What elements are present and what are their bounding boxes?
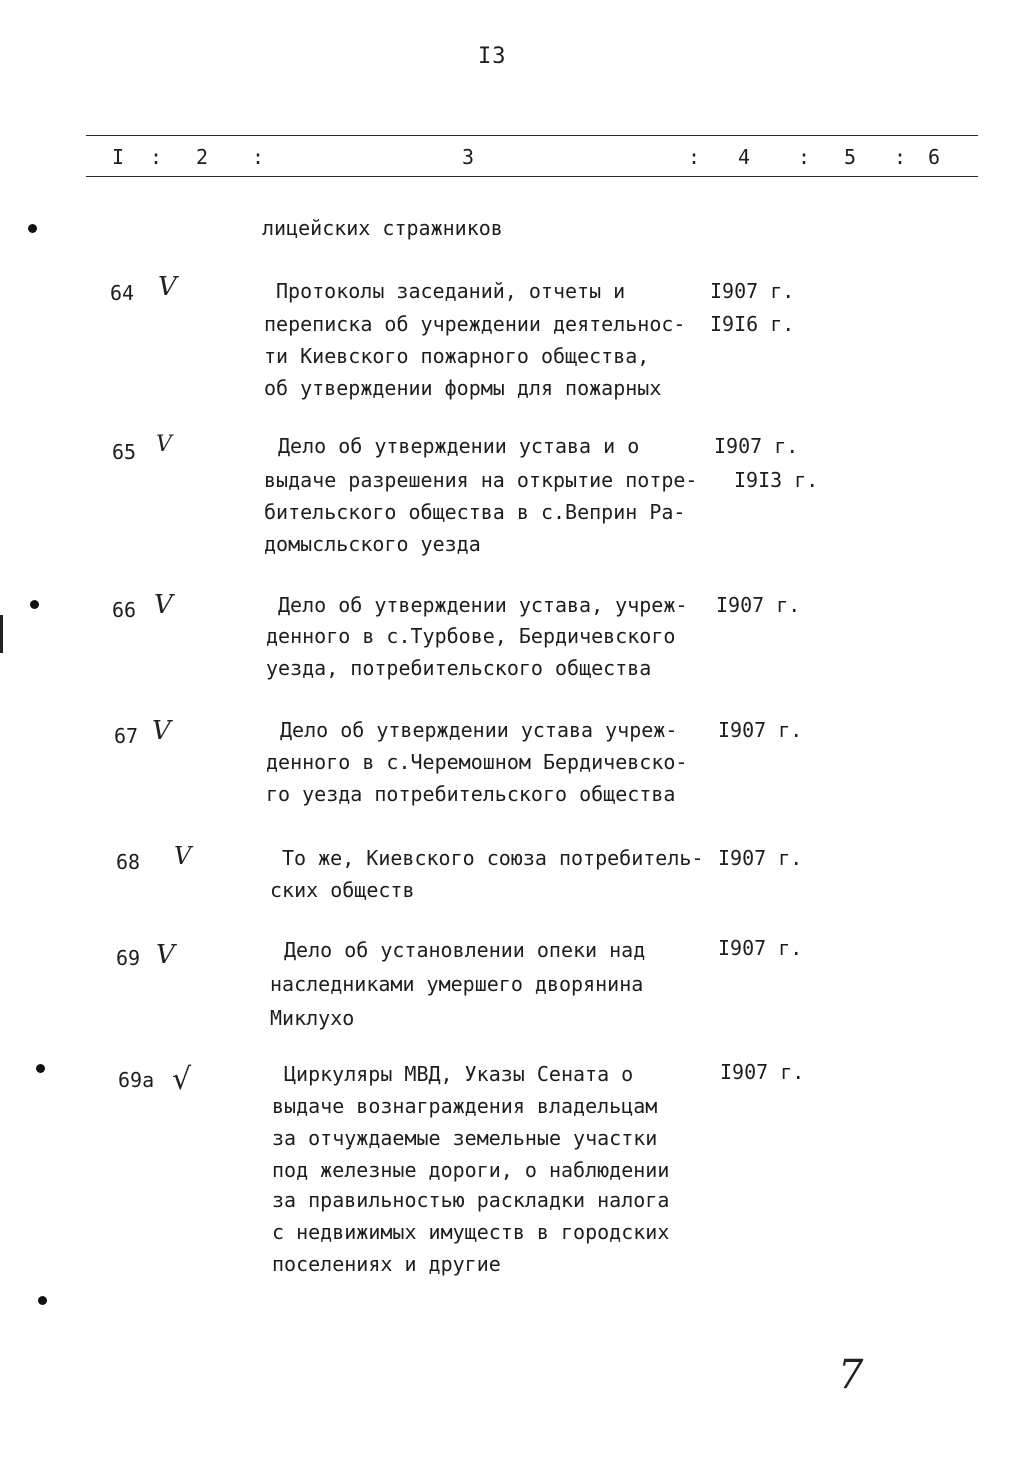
column-header-4: 4 [738, 145, 751, 169]
entry-title-line: переписка об учреждении деятельнос- [264, 312, 686, 336]
binding-hole-mark [28, 224, 37, 233]
entry-title-line: го уезда потребительского общества [266, 782, 676, 806]
check-mark-icon: V [152, 716, 171, 746]
column-separator: : [252, 145, 265, 169]
entry-title-line: денного в с.Турбове, Бердичевского [266, 624, 676, 648]
header-rule-top [86, 135, 978, 136]
entry-title-line: ти Киевского пожарного общества, [264, 344, 650, 368]
entry-title-line: наследниками умершего дворянина [270, 972, 644, 996]
check-mark-icon: V [154, 590, 173, 620]
binding-hole-mark [36, 1064, 45, 1073]
entry-title-line: под железные дороги, о наблюдении [272, 1158, 670, 1182]
entry-number: 69а [118, 1068, 155, 1092]
entry-title-line: Протоколы заседаний, отчеты и [276, 279, 626, 303]
check-mark-icon: V [156, 940, 175, 970]
entry-title-line: То же, Киевского союза потребитель- [282, 846, 704, 870]
column-separator: : [150, 145, 163, 169]
check-mark-icon: √ [172, 1062, 192, 1097]
check-mark-icon: V [158, 272, 177, 302]
entry-number: 64 [110, 281, 135, 305]
entry-title-line: Циркуляры МВД, Указы Сената о [284, 1062, 634, 1086]
column-separator: : [798, 145, 811, 169]
entry-title-line: выдаче разрешения на открытие потре- [264, 468, 698, 492]
entry-title-line: Дело об утверждении устава и о [278, 434, 640, 458]
entry-title-line: Миклухо [270, 1006, 355, 1030]
entry-title-line: домысльского уезда [264, 532, 481, 556]
continuation-text: лицейских стражников [262, 216, 503, 240]
page-number: I3 [478, 44, 507, 69]
column-header-6: 6 [928, 145, 941, 169]
entry-title-line: за правильностью раскладки налога [272, 1188, 670, 1212]
entry-number: 68 [116, 850, 141, 874]
entry-number: 65 [112, 440, 137, 464]
entry-date: I907 г. [718, 936, 803, 960]
entry-date: I907 г. [714, 434, 799, 458]
entry-title-line: Дело об установлении опеки над [284, 938, 646, 962]
entry-date: I907 г. [720, 1060, 805, 1084]
entry-title-line: об утверждении формы для пожарных [264, 376, 662, 400]
entry-title-line: ских обществ [270, 878, 415, 902]
column-header-1: I [112, 145, 125, 169]
entry-title-line: бительского общества в с.Веприн Ра- [264, 500, 686, 524]
entry-title-line: поселениях и другие [272, 1252, 501, 1276]
entry-title-line: за отчуждаемые земельные участки [272, 1126, 658, 1150]
entry-date: I907 г. [716, 593, 801, 617]
entry-date: I9I6 г. [710, 312, 795, 336]
column-header-5: 5 [844, 145, 857, 169]
column-separator: : [894, 145, 907, 169]
handwritten-sheet-number: 7 [838, 1352, 864, 1398]
entry-number: 67 [114, 724, 139, 748]
entry-title-line: уезда, потребительского общества [266, 656, 652, 680]
column-header-3: 3 [462, 145, 475, 169]
check-mark-icon: V [174, 842, 192, 870]
entry-title-line: Дело об утверждении устава, учреж- [278, 593, 688, 617]
column-header-2: 2 [196, 145, 209, 169]
header-rule-bottom [86, 176, 978, 177]
entry-date: I907 г. [710, 279, 795, 303]
entry-title-line: денного в с.Черемошном Бердичевско- [266, 750, 688, 774]
entry-number: 69 [116, 946, 141, 970]
entry-number: 66 [112, 598, 137, 622]
column-separator: : [688, 145, 701, 169]
entry-date: I9I3 г. [734, 468, 819, 492]
check-mark-icon: V [156, 432, 172, 457]
entry-date: I907 г. [718, 846, 803, 870]
binding-hole-mark [38, 1296, 47, 1305]
entry-date: I907 г. [718, 718, 803, 742]
entry-title-line: выдаче вознаграждения владельцам [272, 1094, 658, 1118]
binding-hole-mark [30, 600, 39, 609]
edge-scan-mark [0, 615, 3, 653]
entry-title-line: с недвижимых имуществ в городских [272, 1220, 670, 1244]
entry-title-line: Дело об утверждении устава учреж- [280, 718, 678, 742]
